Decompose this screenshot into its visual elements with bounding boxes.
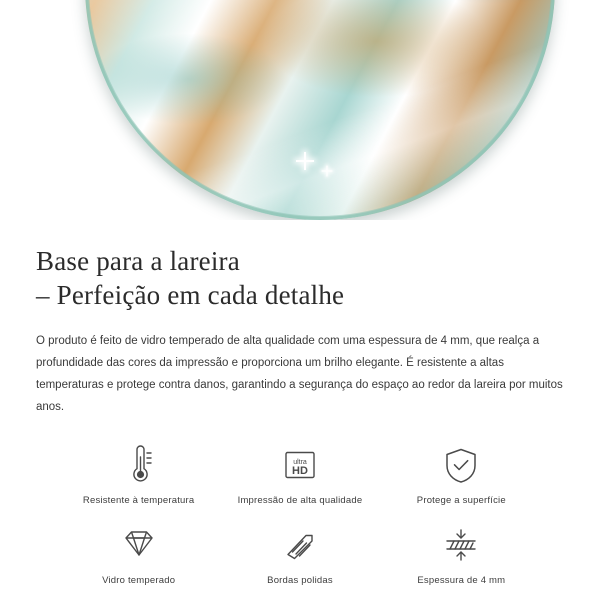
feature-label: Impressão de alta qualidade [237, 495, 363, 506]
glass-plate-image [85, 0, 555, 220]
feature-label: Vidro temperado [102, 575, 176, 586]
svg-text:ultra: ultra [293, 459, 307, 466]
ultra-hd-icon [279, 444, 321, 486]
feature-label: Protege a superfície [416, 495, 506, 506]
feature-item [381, 524, 542, 586]
product-description: O produto é feito de vidro temperado de alta qualidade com uma espessura de 4 mm, que realça a profundidade das cores da impressão e proporciona um brilho elegante. É resistente a altas temperaturas e protege contra danos, garantindo a segurança do espaço ao redor da lareira por muitos anos. [36, 335, 563, 413]
thickness-icon [439, 524, 483, 566]
feature-item [58, 444, 219, 506]
feature-item [381, 444, 542, 506]
feature-item [219, 524, 380, 586]
feature-item [58, 524, 219, 586]
feature-label: Resistente à temperatura [82, 495, 195, 506]
feature-label: Espessura de 4 mm [417, 575, 506, 586]
svg-text:HD: HD [292, 465, 308, 477]
feature-item [219, 444, 380, 506]
polished-edges-icon [279, 524, 321, 566]
shield-check-icon [441, 444, 481, 486]
page-title [36, 244, 564, 312]
thermometer-icon [119, 444, 159, 486]
feature-grid [36, 444, 564, 586]
title-line-2: – Perfeição em cada detalhe [36, 280, 345, 310]
content-block [0, 244, 600, 586]
feature-label: Bordas polidas [267, 575, 333, 586]
diamond-icon [117, 524, 161, 566]
title-line-1: Base para a lareira [36, 246, 240, 276]
hero-image [0, 0, 600, 220]
